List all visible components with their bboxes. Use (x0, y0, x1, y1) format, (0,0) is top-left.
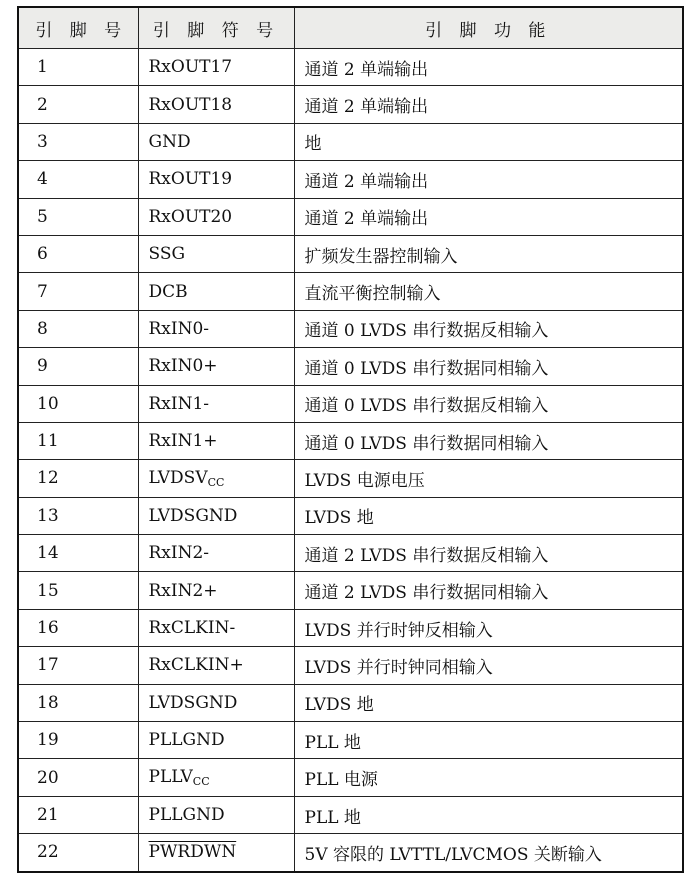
pin-number: 11 (18, 422, 138, 459)
pin-function: 通道 2 单端输出 (294, 49, 683, 86)
table-row (18, 49, 683, 86)
pin-table (17, 6, 684, 873)
pin-function: 扩频发生器控制输入 (294, 235, 683, 272)
pin-symbol-text: LVDSV (148, 467, 208, 488)
pin-symbol-text: PLLV (148, 767, 193, 788)
pin-number: 2 (18, 86, 138, 123)
pin-number: 21 (18, 796, 138, 833)
table-row (18, 722, 683, 759)
table-row (18, 535, 683, 572)
pin-symbol (138, 796, 294, 833)
pin-function: 通道 0 LVDS 串行数据反相输入 (294, 385, 683, 422)
pin-function: 地 (294, 123, 683, 160)
pin-function: PLL 电源 (294, 759, 683, 796)
pin-function: LVDS 并行时钟反相输入 (294, 609, 683, 646)
table-header-row (18, 7, 683, 49)
pin-symbol-text: PLLGND (148, 805, 225, 825)
pin-number: 10 (18, 385, 138, 422)
pin-symbol-text: GND (148, 131, 191, 152)
pin-number: 6 (18, 235, 138, 272)
table-row (18, 422, 683, 459)
pin-symbol (138, 198, 294, 235)
table-row (18, 834, 683, 872)
pin-symbol (138, 310, 294, 347)
pin-function: 通道 2 单端输出 (294, 198, 683, 235)
header-pin-symbol: 引 脚 符 号 (138, 7, 294, 49)
pin-function: PLL 地 (294, 722, 683, 759)
pin-function: LVDS 地 (294, 497, 683, 534)
pin-number: 13 (18, 497, 138, 534)
table-row (18, 796, 683, 833)
pin-function: 通道 0 LVDS 串行数据反相输入 (294, 310, 683, 347)
table-row (18, 647, 683, 684)
header-pin-number: 引 脚 号 (18, 7, 138, 49)
pin-function: 直流平衡控制输入 (294, 273, 683, 310)
pin-symbol (138, 460, 294, 497)
pin-table-container (17, 6, 682, 873)
pin-number: 17 (18, 647, 138, 684)
pin-number: 3 (18, 123, 138, 160)
pin-symbol (138, 422, 294, 459)
pin-symbol-text: RxIN0- (148, 318, 210, 339)
pin-symbol-text: RxIN2+ (148, 580, 218, 601)
pin-symbol (138, 123, 294, 160)
pin-function: LVDS 电源电压 (294, 460, 683, 497)
pin-number: 9 (18, 348, 138, 385)
pin-symbol (138, 609, 294, 646)
pin-number: 18 (18, 684, 138, 721)
table-row (18, 161, 683, 198)
table-body (18, 49, 683, 872)
pin-symbol (138, 572, 294, 609)
pin-symbol (138, 684, 294, 721)
table-row (18, 684, 683, 721)
pin-symbol-text: LVDSGND (148, 505, 238, 526)
pin-symbol-text: LVDSGND (148, 692, 238, 713)
pin-number: 1 (18, 49, 138, 86)
table-row (18, 86, 683, 123)
table-row (18, 572, 683, 609)
pin-symbol-text: RxIN1- (148, 393, 210, 414)
pin-symbol-subscript: CC (207, 475, 225, 489)
pin-symbol-text: RxOUT18 (148, 94, 233, 115)
pin-number: 5 (18, 198, 138, 235)
pin-symbol-text: RxOUT17 (148, 57, 233, 78)
pin-number: 12 (18, 460, 138, 497)
pin-symbol-text: PWRDWN (148, 842, 237, 863)
pin-symbol (138, 385, 294, 422)
table-row (18, 123, 683, 160)
pin-symbol-text: RxIN0+ (148, 356, 218, 377)
pin-symbol-text: RxCLKIN- (148, 618, 236, 639)
pin-symbol (138, 497, 294, 534)
pin-symbol-text: SSG (148, 244, 186, 265)
pin-symbol (138, 161, 294, 198)
table-row (18, 460, 683, 497)
pin-number: 7 (18, 273, 138, 310)
pin-number: 4 (18, 161, 138, 198)
pin-symbol-text: DCB (148, 281, 188, 302)
pin-number: 16 (18, 609, 138, 646)
pin-number: 8 (18, 310, 138, 347)
pin-symbol (138, 759, 294, 796)
pin-symbol-text: RxIN2- (148, 543, 210, 564)
pin-function: 通道 2 单端输出 (294, 161, 683, 198)
pin-number: 20 (18, 759, 138, 796)
pin-number: 14 (18, 535, 138, 572)
pin-function: 通道 0 LVDS 串行数据同相输入 (294, 422, 683, 459)
pin-number: 15 (18, 572, 138, 609)
pin-function: 通道 2 LVDS 串行数据反相输入 (294, 535, 683, 572)
pin-function: PLL 地 (294, 796, 683, 833)
pin-symbol-text: RxOUT20 (148, 206, 233, 227)
pin-symbol (138, 235, 294, 272)
pin-symbol (138, 647, 294, 684)
table-row (18, 385, 683, 422)
pin-symbol-text: RxIN1+ (148, 431, 218, 452)
pin-symbol (138, 273, 294, 310)
pin-function: 通道 2 单端输出 (294, 86, 683, 123)
pin-symbol (138, 86, 294, 123)
table-row (18, 310, 683, 347)
pin-number: 19 (18, 722, 138, 759)
pin-symbol (138, 49, 294, 86)
pin-symbol (138, 722, 294, 759)
pin-symbol-text: RxCLKIN+ (148, 655, 244, 676)
pin-number: 22 (18, 834, 138, 872)
table-row (18, 497, 683, 534)
table-row (18, 759, 683, 796)
header-pin-function: 引 脚 功 能 (294, 7, 683, 49)
table-row (18, 609, 683, 646)
pin-symbol (138, 834, 294, 872)
table-row (18, 235, 683, 272)
pin-function: LVDS 并行时钟同相输入 (294, 647, 683, 684)
pin-function: LVDS 地 (294, 684, 683, 721)
pin-function: 通道 2 LVDS 串行数据同相输入 (294, 572, 683, 609)
pin-symbol (138, 348, 294, 385)
table-row (18, 348, 683, 385)
table-row (18, 273, 683, 310)
pin-function: 5V 容限的 LVTTL/LVCMOS 关断输入 (294, 834, 683, 872)
pin-symbol (138, 535, 294, 572)
pin-symbol-text: RxOUT19 (148, 169, 233, 190)
pin-symbol-text: PLLGND (148, 730, 225, 751)
pin-symbol-subscript: CC (192, 775, 210, 789)
pin-function: 通道 0 LVDS 串行数据同相输入 (294, 348, 683, 385)
table-row (18, 198, 683, 235)
